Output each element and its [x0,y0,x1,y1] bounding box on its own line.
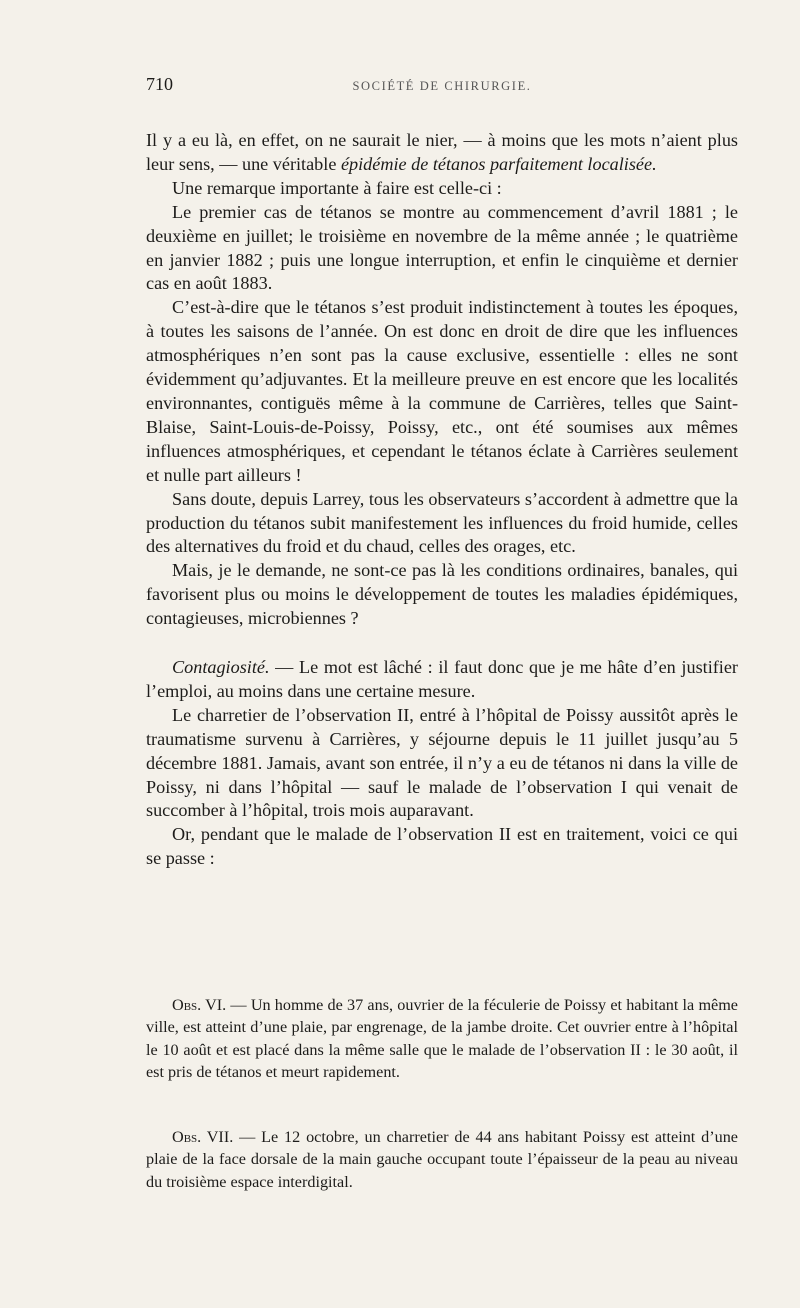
paragraph-case-dates: Le premier cas de tétanos se montre au commencement d’avril 1881 ; le deuxième en juillet; le troisième en novembre de la même année ; le quatrième en janvier 1882 ; puis une longue interruption, et enfin le cinquième et dernier cas en août 1883. [146,201,738,294]
observation-text: — Un homme de 37 ans, ouvrier de la féculerie de Poissy et habitant la même ville, est atteint d’une plaie, par engrenage, de la jambe droite. Cet ouvrier entre à l’hôpital le 10 août et est placé dans la même salle que le malade de l’observation II : le 30 août, il est pris de tétanos et meurt rapidement. [146,996,738,1082]
observation-vii [146,1126,738,1193]
contagiosity-heading: Contagiosité. [172,657,270,678]
body-text [146,129,738,871]
paragraph-epidemic: Il y a eu là, en effet, on ne saurait le nier, — à moins que les mots n’aient plus leur sens, — une véritable épidémie de tétanos parfaitement localisée. [146,130,738,174]
paragraph-meanwhile: Or, pendant que le malade de l’observation II est en traitement, voici ce qui se passe : [146,824,738,869]
page-header [146,74,738,104]
running-title: SOCIÉTÉ DE CHIRURGIE. [352,79,532,93]
paragraph-charretier: Le charretier de l’observation II, entré à l’hôpital de Poissy aussitôt après le traumatisme survenu à Carrières, y séjourne depuis le 11 juillet jusqu’au 5 décembre 1881. Jamais, avant son entrée, il n’y a eu de tétanos ni dans la ville de Poissy, ni dans l’hôpital — sauf le malade de l’observation I qui venait de succomber à l’hôpital, trois mois auparavant. [146,704,738,821]
observation-label: Obs. VII. [172,1128,234,1146]
observation-vi [146,994,738,1084]
page-number: 710 [146,74,173,94]
paragraph-conditions: Mais, je le demande, ne sont-ce pas là les conditions ordinaires, banales, qui favorisent plus ou moins le développement de toutes les maladies épidémiques, contagieuses, microbiennes ? [146,560,738,629]
observation-text: — Le 12 octobre, un charretier de 44 ans habitant Poissy est atteint d’une plaie de la face dorsale de la main gauche occupant toute l’épaisseur de la peau au niveau du troisième espace interdigital. [146,1128,738,1191]
paragraph-contagiosity: Contagiosité. — Le mot est lâché : il faut donc que je me hâte d’en justifier l’emploi, au moins dans une certaine mesure. [146,657,738,701]
observation-label: Obs. VI. [172,996,227,1014]
paragraph-seasons: C’est-à-dire que le tétanos s’est produit indistinctement à toutes les époques, à toutes les saisons de l’année. On est donc en droit de dire que les influences atmosphériques n’en sont pas la cause exclusive, essentielle : elles ne sont évidemment qu’adjuvantes. Et la meilleure preuve en est encore que les localités environnantes, contiguës même à la commune de Carrières, telles que Saint-Blaise, Saint-Louis-de-Poissy, Poissy, etc., ont été soumises aux mêmes influences atmosphériques, et cependant le tétanos éclate à Carrières seulement et nulle part ailleurs ! [146,297,738,485]
paragraph-remark: Une remarque importante à faire est celle-ci : [172,177,502,198]
paragraph-larrey: Sans doute, depuis Larrey, tous les observateurs s’accordent à admettre que la production du tétanos subit manifestement les influences du froid humide, celles des alternatives du froid et du chaud, celles des orages, etc. [146,488,738,557]
epidemic-phrase: épidémie de tétanos parfaitement localisée. [340,153,657,174]
